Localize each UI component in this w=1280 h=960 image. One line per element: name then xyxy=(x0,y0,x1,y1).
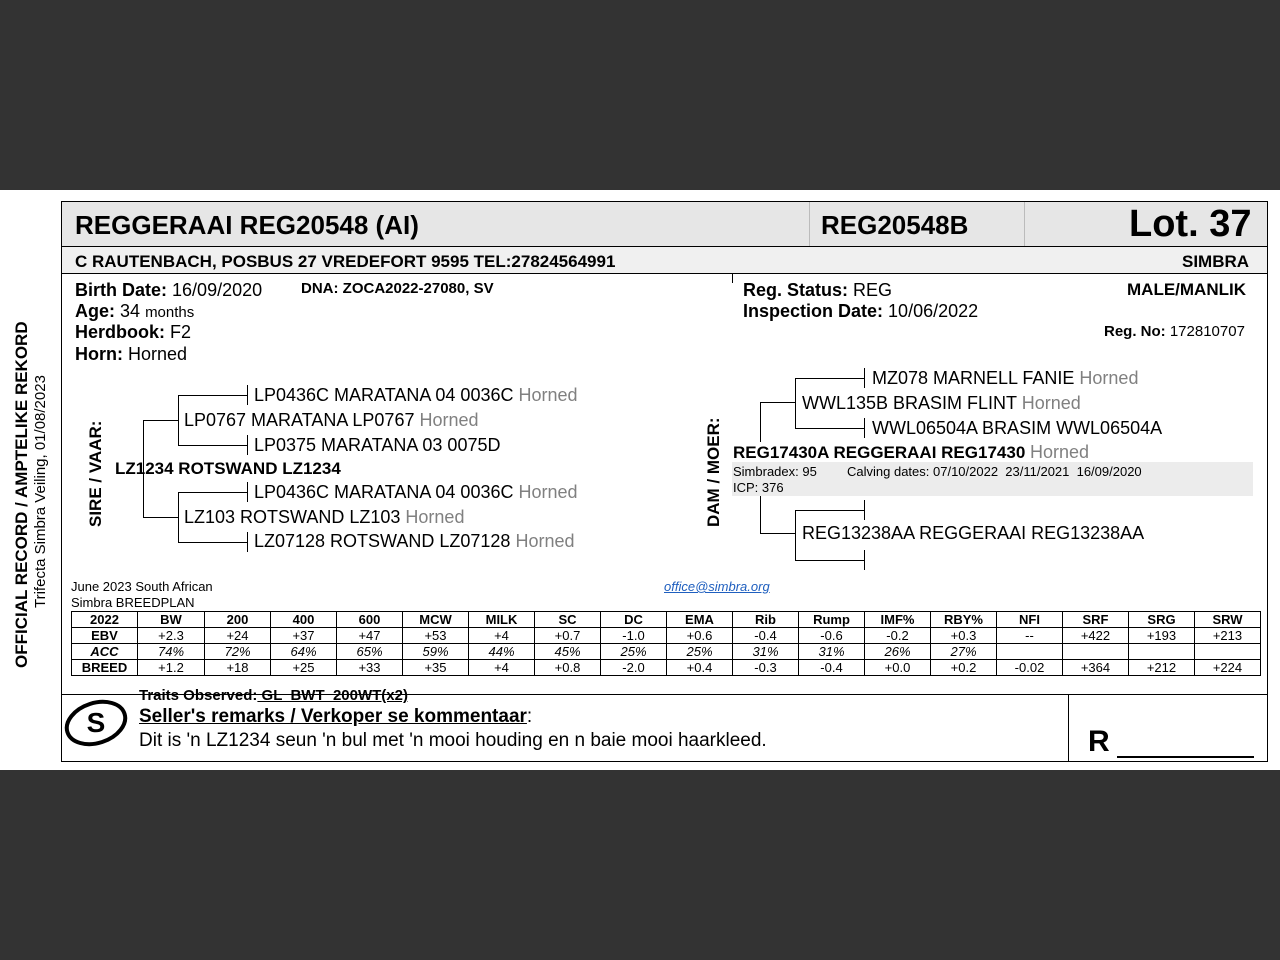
ebv-cell: +0.6 xyxy=(667,628,733,644)
ebv-cell: +25 xyxy=(271,660,337,676)
ebv-cell: +53 xyxy=(403,628,469,644)
sire-dam-dam-name: LZ07128 ROTSWAND LZ07128 xyxy=(254,531,511,551)
horn-value: Horned xyxy=(128,344,188,364)
reg-no-label: Reg. No: xyxy=(1104,323,1166,340)
sire-sire-name: LP0767 MARATANA LP0767 xyxy=(184,410,415,430)
lot-number: Lot. 37 xyxy=(1129,203,1252,245)
breedplan-line2: Simbra BREEDPLAN xyxy=(71,595,195,610)
title-divider xyxy=(809,202,810,246)
ebv-cell: +1.2 xyxy=(138,660,205,676)
pedigree-line xyxy=(795,510,796,560)
ebv-cell: +0.7 xyxy=(535,628,601,644)
ebv-cell xyxy=(1129,644,1195,660)
ebv-header-cell: 2022 xyxy=(72,612,138,628)
ebv-header-cell: SRG xyxy=(1129,612,1195,628)
ebv-cell: +0.4 xyxy=(667,660,733,676)
ebv-row-label: EBV xyxy=(72,628,138,644)
ebv-row-acc xyxy=(72,644,1261,660)
pedigree-line xyxy=(143,420,179,421)
ebv-cell: 31% xyxy=(799,644,865,660)
pedigree-line xyxy=(795,428,865,429)
simbra-logo-letter: S xyxy=(86,707,106,738)
reg-status xyxy=(743,280,892,301)
ebv-table-body xyxy=(72,612,1261,676)
ebv-row-ebv xyxy=(72,628,1261,644)
ebv-cell: +37 xyxy=(271,628,337,644)
traits-value: GL BWT 200WT(x2) xyxy=(257,687,408,704)
dam-sire-name: WWL135B BRASIM FLINT xyxy=(802,393,1017,413)
sire-dam-name: LZ103 ROTSWAND LZ103 xyxy=(184,507,401,527)
title-divider xyxy=(1024,202,1025,246)
sire-dam xyxy=(184,507,464,528)
horn-label: Horn: xyxy=(75,344,123,364)
ebv-cell: -0.3 xyxy=(733,660,799,676)
ebv-row-breed xyxy=(72,660,1261,676)
pedigree-line xyxy=(795,378,865,379)
remarks-label: Seller's remarks / Verkoper se kommentaar xyxy=(139,706,527,727)
pedigree-line xyxy=(178,542,248,543)
ebv-cell: +35 xyxy=(403,660,469,676)
ebv-cell xyxy=(1063,644,1129,660)
ebv-cell: +422 xyxy=(1063,628,1129,644)
pedigree-line xyxy=(143,517,179,518)
traits-observed xyxy=(139,687,408,704)
dam-section-label: DAM / MOER: xyxy=(704,417,723,527)
pedigree-line xyxy=(178,445,248,446)
ebv-cell: +224 xyxy=(1195,660,1261,676)
pedigree-line xyxy=(178,492,248,493)
reg-no xyxy=(1104,323,1245,340)
ebv-header-cell: Rump xyxy=(799,612,865,628)
ebv-cell: 45% xyxy=(535,644,601,660)
seller-remarks-heading xyxy=(139,706,532,728)
ebv-cell: -0.4 xyxy=(799,660,865,676)
ebv-header-cell: 200 xyxy=(205,612,271,628)
ebv-header-cell: SRF xyxy=(1063,612,1129,628)
breed-name: SIMBRA xyxy=(1182,252,1250,271)
pedigree-line xyxy=(247,532,248,552)
horn xyxy=(75,344,187,365)
birth-date xyxy=(75,280,262,301)
ebv-header-cell: BW xyxy=(138,612,205,628)
dam-sire-sire-name: MZ078 MARNELL FANIE xyxy=(872,368,1075,388)
age-label: Age: xyxy=(75,301,115,321)
ebv-header-cell: MCW xyxy=(403,612,469,628)
sire-sire-sire-horn: Horned xyxy=(518,385,578,405)
ebv-header-cell: SC xyxy=(535,612,601,628)
ebv-cell: 44% xyxy=(469,644,535,660)
sire-dam-sire-name: LP0436C MARATANA 04 0036C xyxy=(254,482,514,502)
ebv-cell xyxy=(997,644,1063,660)
sire-sire-dam: LP0375 MARATANA 03 0075D xyxy=(254,435,501,455)
pedigree-line xyxy=(760,402,761,442)
sire-name: LZ1234 ROTSWAND LZ1234 xyxy=(115,459,341,478)
lot-card xyxy=(0,190,1280,770)
ebv-header-cell: RBY% xyxy=(931,612,997,628)
traits-label: Traits Observed: xyxy=(139,687,258,704)
ebv-cell: +364 xyxy=(1063,660,1129,676)
pedigree-line xyxy=(864,550,865,570)
ebv-header-cell: SRW xyxy=(1195,612,1261,628)
dam-name: REG17430A REGGERAAI REG17430 xyxy=(733,443,1026,462)
sire-sire-horn: Horned xyxy=(419,410,479,430)
price-box-divider xyxy=(1068,694,1069,762)
sire-section-label: SIRE / VAAR: xyxy=(86,420,105,527)
dam-dam: REG13238AA REGGERAAI REG13238AA xyxy=(802,523,1145,543)
ebv-cell: 27% xyxy=(931,644,997,660)
sire-dam-sire-horn: Horned xyxy=(518,482,578,502)
remarks-colon: : xyxy=(526,706,533,727)
ebv-cell: +18 xyxy=(205,660,271,676)
ebv-header-cell: EMA xyxy=(667,612,733,628)
seller-remarks-text: Dit is 'n LZ1234 seun 'n bul met 'n mooi houding en n baie mooi haarkleed. xyxy=(139,730,767,751)
dam-sire-sire xyxy=(872,368,1138,389)
ebv-cell: -0.02 xyxy=(997,660,1063,676)
pedigree-line xyxy=(760,533,796,534)
ebv-cell: -2.0 xyxy=(601,660,667,676)
sex: MALE/MANLIK xyxy=(1127,280,1246,299)
age xyxy=(75,301,194,322)
ebv-cell: 31% xyxy=(733,644,799,660)
details-divider xyxy=(732,273,733,283)
ebv-cell: 59% xyxy=(403,644,469,660)
sire-dam-dam-horn: Horned xyxy=(515,531,575,551)
herdbook-value: F2 xyxy=(170,322,192,342)
ebv-cell: +4 xyxy=(469,660,535,676)
herdbook-label: Herdbook: xyxy=(75,322,165,342)
ebv-cell: +212 xyxy=(1129,660,1195,676)
pedigree-line xyxy=(760,402,796,403)
inspection-date-value: 10/06/2022 xyxy=(888,301,979,321)
reg-status-label: Reg. Status: xyxy=(743,280,849,300)
ebv-cell: 64% xyxy=(271,644,337,660)
dam-sire-horn: Horned xyxy=(1021,393,1081,413)
ebv-row-label: BREED xyxy=(72,660,138,676)
pedigree-line xyxy=(795,378,796,428)
sire-sire-sire xyxy=(254,385,578,406)
ebv-cell: +0.8 xyxy=(535,660,601,676)
ebv-row-label: ACC xyxy=(72,644,138,660)
ebv-cell: +2.3 xyxy=(138,628,205,644)
birth-date-label: Birth Date: xyxy=(75,280,168,300)
ebv-cell: -1.0 xyxy=(601,628,667,644)
inspection-date-label: Inspection Date: xyxy=(743,301,884,321)
ebv-cell: -- xyxy=(997,628,1063,644)
sire-sire xyxy=(184,410,479,431)
pedigree-line xyxy=(247,435,248,455)
sire-dam-sire xyxy=(254,482,578,503)
ebv-header-row xyxy=(72,612,1261,628)
animal-name: REGGERAAI REG20548 (AI) xyxy=(75,210,419,240)
reg-status-value: REG xyxy=(853,280,893,300)
ebv-header-cell: 600 xyxy=(337,612,403,628)
ebv-cell: +193 xyxy=(1129,628,1195,644)
ebv-cell: +0.0 xyxy=(865,660,931,676)
inspection-date xyxy=(743,301,978,322)
sire-sire-sire-name: LP0436C MARATANA 04 0036C xyxy=(254,385,514,405)
ebv-cell: 25% xyxy=(601,644,667,660)
pedigree-line xyxy=(795,560,865,561)
dam-horn: Horned xyxy=(1030,442,1090,462)
ebv-cell: 26% xyxy=(865,644,931,660)
dam-sire-sire-horn: Horned xyxy=(1079,368,1139,388)
birth-date-value: 16/09/2020 xyxy=(172,280,263,300)
ebv-cell: -0.2 xyxy=(865,628,931,644)
breeder-info: C RAUTENBACH, POSBUS 27 VREDEFORT 9595 TEL:27824564991 xyxy=(75,252,616,271)
herdbook xyxy=(75,322,191,343)
auction-label: Trifecta Simbra Veiling, 01/08/2023 xyxy=(32,375,49,608)
ebv-cell: +47 xyxy=(337,628,403,644)
animal-code: REG20548B xyxy=(821,210,969,240)
ebv-cell: +33 xyxy=(337,660,403,676)
ebv-cell: +24 xyxy=(205,628,271,644)
pedigree-line xyxy=(178,395,248,396)
ebv-header-cell: NFI xyxy=(997,612,1063,628)
ebv-header-cell: DC xyxy=(601,612,667,628)
ebv-cell: 72% xyxy=(205,644,271,660)
price-input-line[interactable] xyxy=(1117,756,1254,758)
email-link[interactable]: office@simbra.org xyxy=(664,579,770,594)
simbradex: Simbradex: 95 xyxy=(733,464,817,479)
ebv-cell: 65% xyxy=(337,644,403,660)
dam-sire xyxy=(802,393,1081,414)
reg-no-value: 172810707 xyxy=(1169,323,1245,340)
pedigree-line xyxy=(795,510,865,511)
simbra-logo-icon xyxy=(63,698,129,748)
ebv-cell: -0.6 xyxy=(799,628,865,644)
age-unit: months xyxy=(145,304,195,321)
pedigree-line xyxy=(864,418,865,438)
ebv-cell: +0.3 xyxy=(931,628,997,644)
pedigree-line xyxy=(178,492,179,542)
age-value: 34 xyxy=(120,301,141,321)
official-record-label: OFFICIAL RECORD / AMPTELIKE REKORD xyxy=(12,321,31,668)
dam-sire-dam: WWL06504A BRASIM WWL06504A xyxy=(872,418,1163,438)
ebv-header-cell: IMF% xyxy=(865,612,931,628)
ebv-cell: +213 xyxy=(1195,628,1261,644)
ebv-header-cell: MILK xyxy=(469,612,535,628)
sire-dam-horn: Horned xyxy=(405,507,465,527)
dam-name-row xyxy=(733,442,1089,463)
sire-dam-dam xyxy=(254,531,575,552)
ebv-header-cell: Rib xyxy=(733,612,799,628)
ebv-cell: 74% xyxy=(138,644,205,660)
ebv-cell: -0.4 xyxy=(733,628,799,644)
breedplan-line1: June 2023 South African xyxy=(71,579,213,594)
ebv-cell xyxy=(1195,644,1261,660)
price-prefix: R xyxy=(1088,725,1110,758)
icp: ICP: 376 xyxy=(733,480,784,495)
dna-info: DNA: ZOCA2022-27080, SV xyxy=(301,280,494,297)
pedigree-line xyxy=(760,496,761,533)
calving-dates: Calving dates: 07/10/2022 23/11/2021 16/09/2020 xyxy=(847,464,1142,479)
ebv-cell: +0.2 xyxy=(931,660,997,676)
ebv-cell: +4 xyxy=(469,628,535,644)
ebv-header-cell: 400 xyxy=(271,612,337,628)
ebv-cell: 25% xyxy=(667,644,733,660)
ebv-table xyxy=(71,611,1261,676)
